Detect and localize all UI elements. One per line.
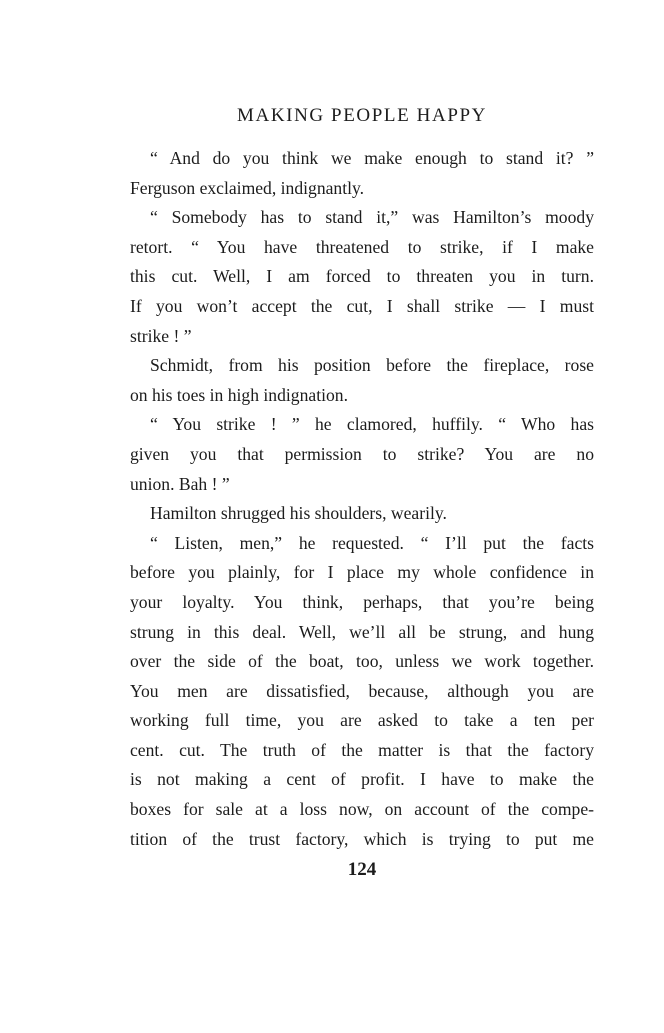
text-line: tition of the trust factory, which is trying to put me xyxy=(130,828,594,849)
text-line: “ And do you think we make enough to stand it? ” xyxy=(150,148,594,168)
text-line: union. Bah ! ” xyxy=(130,473,230,494)
page-number: 124 xyxy=(347,859,377,880)
text-line: before you plainly, for I place my whole confidence in xyxy=(130,562,594,583)
text-line: “ You strike ! ” he clamored, huffily. “ Who has xyxy=(150,414,594,435)
running-head: MAKING PEOPLE HAPPY xyxy=(237,105,487,126)
text-line: this cut. Well, I am forced to threaten you in turn. xyxy=(130,266,594,287)
text-line: is not making a cent of profit. I have to make the xyxy=(130,769,594,790)
text-line: If you won’t accept the cut, I shall strike — I must xyxy=(130,295,594,316)
text-line: cent. cut. The truth of the matter is that the factory xyxy=(130,739,594,760)
text-line: Schmidt, from his position before the fireplace, rose xyxy=(150,355,594,376)
text-line: strike ! ” xyxy=(130,325,192,346)
text-line: working full time, you are asked to take a ten per xyxy=(130,710,594,731)
text-line: retort. “ You have threatened to strike, if I make xyxy=(130,236,594,257)
text-line: “ Listen, men,” he requested. “ I’ll put the facts xyxy=(150,532,594,553)
text-line: “ Somebody has to stand it,” was Hamilton’s moody xyxy=(150,207,594,228)
text-line: boxes for sale at a loss now, on account of the compe- xyxy=(130,799,594,820)
text-line: on his toes in high indignation. xyxy=(130,384,348,405)
text-line: Hamilton shrugged his shoulders, wearily. xyxy=(150,503,447,524)
text-line: your loyalty. You think, perhaps, that you’re being xyxy=(130,591,594,612)
text-line: over the side of the boat, too, unless we work together. xyxy=(130,651,594,672)
text-line: strung in this deal. Well, we’ll all be strung, and hung xyxy=(130,621,594,642)
text-line: given you that permission to strike? You are no xyxy=(130,443,594,464)
text-line: You men are dissatisfied, because, although you are xyxy=(130,680,594,701)
text-line: Ferguson exclaimed, indignantly. xyxy=(130,177,365,198)
body-text xyxy=(130,144,594,854)
